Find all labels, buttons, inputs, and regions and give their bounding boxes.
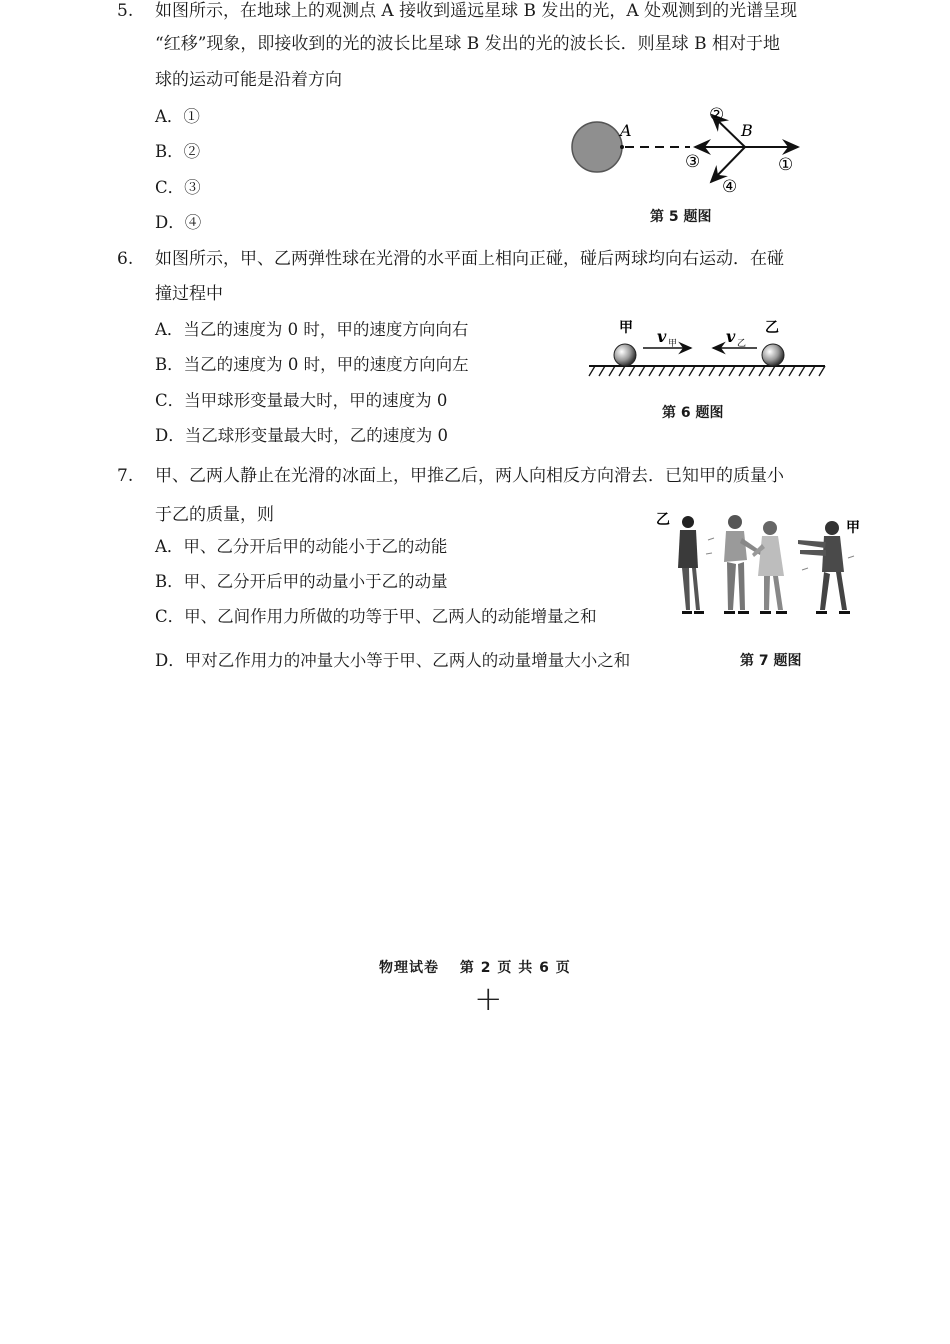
question-number: 7. <box>117 466 134 486</box>
v-yi-label: v <box>726 327 736 346</box>
question-text-line: 撞过程中 <box>155 284 223 304</box>
direction-1-label: ① <box>778 155 794 175</box>
question-text-line: 如图所示，甲、乙两弹性球在光滑的水平面上相向正碰，碰后两球均向右运动．在碰 <box>155 249 784 269</box>
option-d: D．④ <box>155 213 202 232</box>
skater-yi-partner-figure <box>724 515 762 614</box>
label-b: B <box>741 121 753 140</box>
registration-crosshair: + <box>474 979 503 1019</box>
option-b: B．当乙的速度为 0 时，甲的速度方向向左 <box>155 355 469 374</box>
v-jia-label: v <box>657 327 667 346</box>
ball-yi <box>762 344 784 366</box>
page-footer: 物理试卷 第 2 页 共 6 页 <box>379 960 571 976</box>
question-text-line: 球的运动可能是沿着方向 <box>155 70 342 90</box>
option-b: B．甲、乙分开后甲的动量小于乙的动量 <box>155 572 448 591</box>
option-a: A．① <box>155 107 200 126</box>
figure-5-diagram <box>565 100 825 197</box>
question-number: 5. <box>117 1 134 21</box>
option-a: A．甲、乙分开后甲的动能小于乙的动能 <box>155 537 448 556</box>
ball-jia <box>614 344 636 366</box>
question-text-line: “红移”现象，即接收到的光的波长比星球 B 发出的光的波长长．则星球 B 相对于地 <box>155 34 780 54</box>
option-c: C．③ <box>155 178 201 197</box>
point-a-dot <box>620 145 624 149</box>
direction-4-label: ④ <box>722 177 738 197</box>
label-a: A <box>620 121 632 140</box>
option-d: D．当乙球形变量最大时，乙的速度为 0 <box>155 426 448 445</box>
direction-3-label: ③ <box>685 152 701 172</box>
question-text-line: 于乙的质量，则 <box>155 505 274 525</box>
v-yi-subscript: 乙 <box>737 339 747 349</box>
skater-jia-label: 甲 <box>846 520 860 536</box>
ball-jia-label: 甲 <box>619 320 633 336</box>
figure-5-caption: 第 5 题图 <box>650 209 712 225</box>
figure-6-diagram <box>585 318 830 383</box>
ball-yi-label: 乙 <box>765 320 779 336</box>
skater-yi-label: 乙 <box>656 512 670 528</box>
skater-jia-figure <box>798 521 850 614</box>
skater-yi-figure <box>678 516 704 614</box>
option-d: D．甲对乙作用力的冲量大小等于甲、乙两人的动量增量大小之和 <box>155 651 631 670</box>
skater-jia-partner-figure <box>752 521 787 614</box>
direction-2-label: ② <box>709 105 725 125</box>
option-a: A．当乙的速度为 0 时，甲的速度方向向右 <box>155 320 469 339</box>
question-text-line: 甲、乙两人静止在光滑的冰面上，甲推乙后，两人向相反方向滑去．已知甲的质量小 <box>155 466 784 486</box>
figure-6-caption: 第 6 题图 <box>662 405 724 421</box>
question-number: 6. <box>117 249 134 269</box>
earth-circle <box>572 122 622 172</box>
option-c: C．当甲球形变量最大时，甲的速度为 0 <box>155 391 448 410</box>
v-jia-subscript: 甲 <box>668 339 678 349</box>
figure-7-caption: 第 7 题图 <box>740 653 802 669</box>
option-b: B．② <box>155 142 201 161</box>
question-text-line: 如图所示，在地球上的观测点 A 接收到遥远星球 B 发出的光，A 处观测到的光谱呈现 <box>155 1 798 21</box>
ground-hatching <box>589 366 825 376</box>
figure-7-skaters-illustration <box>652 510 864 622</box>
option-c: C．甲、乙间作用力所做的功等于甲、乙两人的动能增量之和 <box>155 607 597 626</box>
